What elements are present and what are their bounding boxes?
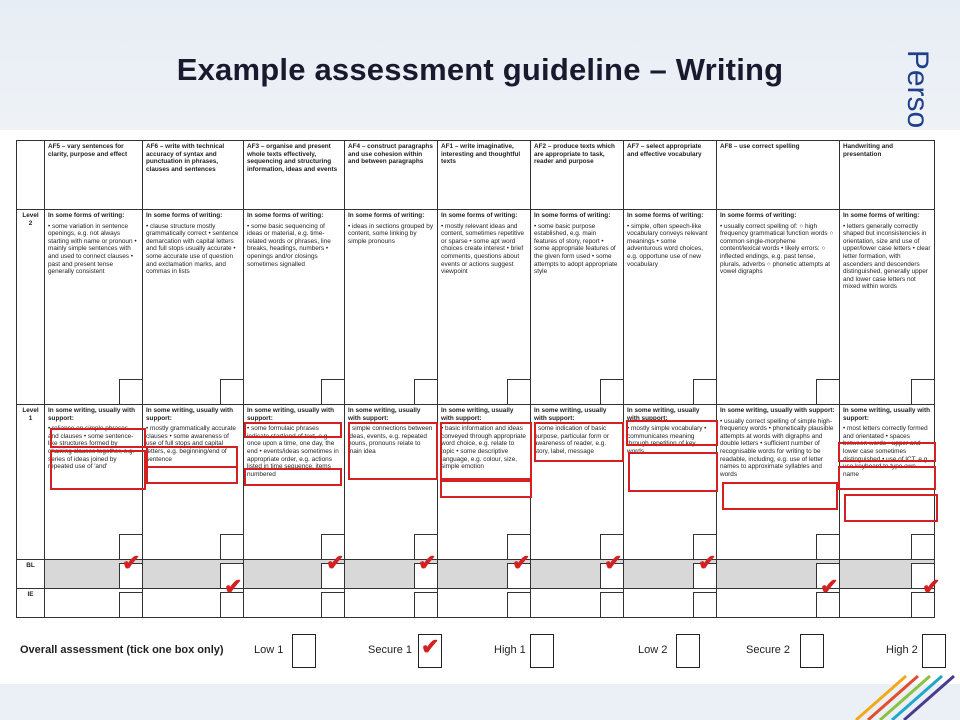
level1-label: Level 1 bbox=[17, 405, 45, 560]
tick-box[interactable] bbox=[911, 379, 935, 405]
header-af3: AF3 – organise and present whole texts effectively, sequencing and structuring information, ideas and events bbox=[244, 141, 345, 210]
cell-head: In some forms of writing: bbox=[348, 212, 425, 219]
band-cell bbox=[244, 589, 345, 618]
cell-body: • mostly relevant ideas and content, sometimes repetitive or sparse • some apt word choices create interest • brief comments, questions about events or actions suggest viewpoint bbox=[441, 222, 525, 276]
check-icon: ✔ bbox=[922, 574, 941, 599]
header-af7: AF7 – select appropriate and effective vocabulary bbox=[624, 141, 717, 210]
cell-head: In some writing, usually with support: bbox=[48, 407, 135, 422]
cell-head: In some writing, usually with support: bbox=[247, 407, 334, 422]
tick-box[interactable] bbox=[220, 379, 244, 405]
option-low1-box[interactable] bbox=[292, 634, 316, 668]
band-cell bbox=[345, 589, 438, 618]
cell-l2-af5 bbox=[45, 210, 143, 405]
tick-box[interactable] bbox=[816, 379, 840, 405]
tick-box[interactable] bbox=[693, 592, 717, 618]
cell-l2-af8 bbox=[717, 210, 840, 405]
assessment-sheet bbox=[16, 132, 946, 674]
option-high2-box[interactable] bbox=[922, 634, 946, 668]
option-secure2: Secure 2 bbox=[746, 644, 791, 656]
header-af2: AF2 – produce texts which are appropriate to task, reader and purpose bbox=[531, 141, 624, 210]
cell-body: • clause structure mostly grammatically correct • sentence demarcation with capital letters and full stops usually accurate • some accurate use of question and exclamation marks, and commas in lists bbox=[146, 222, 239, 276]
tick-box[interactable] bbox=[507, 379, 531, 405]
tick-box[interactable] bbox=[507, 592, 531, 618]
cell-head: In some writing, usually with support: bbox=[843, 407, 930, 422]
header-af8: AF8 – use correct spelling bbox=[717, 141, 840, 210]
band-cell bbox=[624, 589, 717, 618]
cell-l2-af6 bbox=[143, 210, 244, 405]
cell-l2-af2 bbox=[531, 210, 624, 405]
cell-l2-af1 bbox=[438, 210, 531, 405]
cell-head: In some forms of writing: bbox=[843, 212, 920, 219]
band-cell bbox=[840, 560, 935, 589]
cell-body: • reliance on simple phrases and clauses • some sentence-like structures formed by chaining clauses together, e.g. series of ideas joined by repeated use of 'and' bbox=[48, 425, 135, 471]
cell-l2-af3 bbox=[244, 210, 345, 405]
band-cell bbox=[840, 589, 935, 618]
tick-box[interactable] bbox=[321, 379, 345, 405]
cell-head: In some writing, usually with support: bbox=[348, 407, 421, 422]
check-icon: ✔ bbox=[512, 550, 531, 575]
cell-l1-af6 bbox=[143, 405, 244, 560]
tick-box[interactable] bbox=[220, 534, 244, 560]
cell-body: • basic information and ideas conveyed through appropriate word choice, e.g. relate to topic • some descriptive language, e.g. colour, size, simple emotion bbox=[441, 425, 526, 471]
cell-l1-af1 bbox=[438, 405, 531, 560]
cell-l1-af8 bbox=[717, 405, 840, 560]
band-cell bbox=[531, 589, 624, 618]
cell-head: In some forms of writing: bbox=[441, 212, 518, 219]
cell-body: • some basic purpose established, e.g. main features of story, report • some appropriate features of the given form used • some attempts to adopt appropriate style bbox=[534, 222, 618, 276]
tick-box[interactable] bbox=[600, 379, 624, 405]
tick-box[interactable] bbox=[414, 592, 438, 618]
cell-body: • some variation in sentence openings, e.g. not always starting with name or pronoun • mainly simple sentences with and used to connect clauses • past and present tense generally consistent bbox=[48, 222, 137, 276]
tick-box[interactable] bbox=[414, 379, 438, 405]
header-af5: AF5 – vary sentences for clarity, purpose and effect bbox=[45, 141, 143, 210]
cell-body: • usually correct spelling of simple high-frequency words • phonetically plausible attempts at words with digraphs and double letters • sufficient number of recognisable words for writing to be readable, including, e.g. use of letter names to approximate syllables and words bbox=[720, 417, 834, 478]
cell-head: In some writing, usually with support: bbox=[534, 407, 607, 422]
option-low2: Low 2 bbox=[638, 644, 668, 656]
cell-l1-handwriting bbox=[840, 405, 935, 560]
check-icon: ✔ bbox=[418, 550, 437, 575]
option-secure1: Secure 1 bbox=[368, 644, 413, 656]
level2-label: Level 2 bbox=[17, 210, 45, 405]
bl-row bbox=[17, 560, 935, 589]
check-icon: ✔ bbox=[326, 550, 345, 575]
cell-body: • mostly simple vocabulary • communicates meaning through repetition of key words bbox=[627, 425, 707, 455]
cell-head: In some writing, usually with support: bbox=[441, 407, 514, 422]
option-high1: High 1 bbox=[494, 644, 526, 656]
check-icon: ✔ bbox=[820, 574, 839, 599]
check-icon: ✔ bbox=[698, 550, 717, 575]
cell-head: In some forms of writing: bbox=[247, 212, 324, 219]
bl-label: BL bbox=[17, 560, 45, 589]
option-high1-box[interactable] bbox=[530, 634, 554, 668]
cell-l2-af4 bbox=[345, 210, 438, 405]
ie-label: IE bbox=[17, 589, 45, 618]
tick-box[interactable] bbox=[119, 379, 143, 405]
corner-cell bbox=[17, 141, 45, 210]
level2-row bbox=[17, 210, 935, 405]
cell-body: • ideas in sections grouped by content, some linking by simple pronouns bbox=[348, 222, 434, 245]
swoosh-logo bbox=[846, 670, 960, 720]
option-high2: High 2 bbox=[886, 644, 918, 656]
cell-body: • some basic sequencing of ideas or material, e.g. time-related words or phrases, line breaks, headings, numbers • openings and/or closings sometimes signalled bbox=[247, 222, 331, 268]
cell-body: • letters generally correctly shaped but inconsistencies in orientation, size and use of upper/lower case letters • clear letter formation, with ascenders and descenders distinguished, generally upper and lower case letters not mixed within words bbox=[843, 222, 931, 291]
cell-body: • usually correct spelling of: ○ high frequency grammatical function words ○ common single-morpheme content/lexical words • likely errors: ○ inflected endings, e.g. past tense, plurals, adverbs ○ phonetic attempts at vowel digraphs bbox=[720, 222, 834, 276]
cell-l1-af5 bbox=[45, 405, 143, 560]
ie-row bbox=[17, 589, 935, 618]
tick-box[interactable] bbox=[321, 592, 345, 618]
option-secure2-box[interactable] bbox=[800, 634, 824, 668]
cell-head: In some writing, usually with support: bbox=[146, 407, 233, 422]
overall-assessment bbox=[16, 634, 946, 670]
tick-box[interactable] bbox=[816, 534, 840, 560]
cell-head: In some forms of writing: bbox=[48, 212, 125, 219]
cell-l2-af7 bbox=[624, 210, 717, 405]
cell-head: In some forms of writing: bbox=[146, 212, 223, 219]
cell-l1-af4 bbox=[345, 405, 438, 560]
cell-body: • some formulaic phrases indicate start/end of text, e.g. once upon a time, one day, the end • events/ideas sometimes in appropriate order, e.g. actions listed in time sequence, items numbered bbox=[247, 425, 339, 478]
cell-head: In some forms of writing: bbox=[720, 212, 797, 219]
footer-band bbox=[0, 684, 960, 720]
header-af4: AF4 – construct paragraphs and use cohesion within and between paragraphs bbox=[345, 141, 438, 210]
check-icon: ✔ bbox=[224, 574, 243, 599]
cell-head: In some writing, usually with support: bbox=[720, 407, 835, 414]
cell-head: In some forms of writing: bbox=[534, 212, 611, 219]
option-low1: Low 1 bbox=[254, 644, 284, 656]
cell-head: In some writing, usually with support: bbox=[627, 407, 700, 422]
check-icon: ✔ bbox=[122, 550, 141, 575]
band-cell bbox=[45, 589, 143, 618]
brand-logo bbox=[902, 48, 938, 138]
cell-body: • some indication of basic purpose, particular form or awareness of reader, e.g. story, label, message bbox=[534, 425, 609, 455]
option-low2-box[interactable] bbox=[676, 634, 700, 668]
header-row bbox=[17, 141, 935, 210]
page-title: Example assessment guideline – Writing bbox=[176, 52, 784, 87]
cell-body: • most letters correctly formed and orientated • spaces between words • upper and lower case sometimes distinguished • use of ICT, e.g. use keyboard to type own name bbox=[843, 425, 930, 478]
band-cell bbox=[438, 589, 531, 618]
check-icon: ✔ bbox=[604, 550, 623, 575]
assessment-grid bbox=[16, 140, 935, 618]
cell-body: • simple connections between ideas, events, e.g. repeated nouns, pronouns relate to main idea bbox=[348, 425, 433, 455]
cell-l2-handwriting bbox=[840, 210, 935, 405]
tick-box[interactable] bbox=[600, 592, 624, 618]
cell-l1-af3 bbox=[244, 405, 345, 560]
cell-head: In some forms of writing: bbox=[627, 212, 704, 219]
tick-box[interactable] bbox=[119, 592, 143, 618]
tick-box[interactable] bbox=[693, 379, 717, 405]
check-icon: ✔ bbox=[421, 634, 440, 659]
brand-text: Perso bbox=[901, 49, 935, 129]
header-af6: AF6 – write with technical accuracy of syntax and punctuation in phrases, clauses and sentences bbox=[143, 141, 244, 210]
header-af1: AF1 – write imaginative, interesting and thoughtful texts bbox=[438, 141, 531, 210]
tick-box[interactable] bbox=[911, 534, 935, 560]
cell-l1-af2 bbox=[531, 405, 624, 560]
cell-body: • mostly grammatically accurate clauses • some awareness of use of full stops and capital letters, e.g. beginning/end of sentence bbox=[146, 425, 236, 463]
header-handwriting: Handwriting and presentation bbox=[840, 141, 935, 210]
level1-row bbox=[17, 405, 935, 560]
overall-label: Overall assessment (tick one box only) bbox=[20, 644, 224, 656]
cell-body: • simple, often speech-like vocabulary conveys relevant meanings • some adventurous word choices, e.g. opportune use of new vocabulary bbox=[627, 222, 708, 268]
cell-l1-af7 bbox=[624, 405, 717, 560]
